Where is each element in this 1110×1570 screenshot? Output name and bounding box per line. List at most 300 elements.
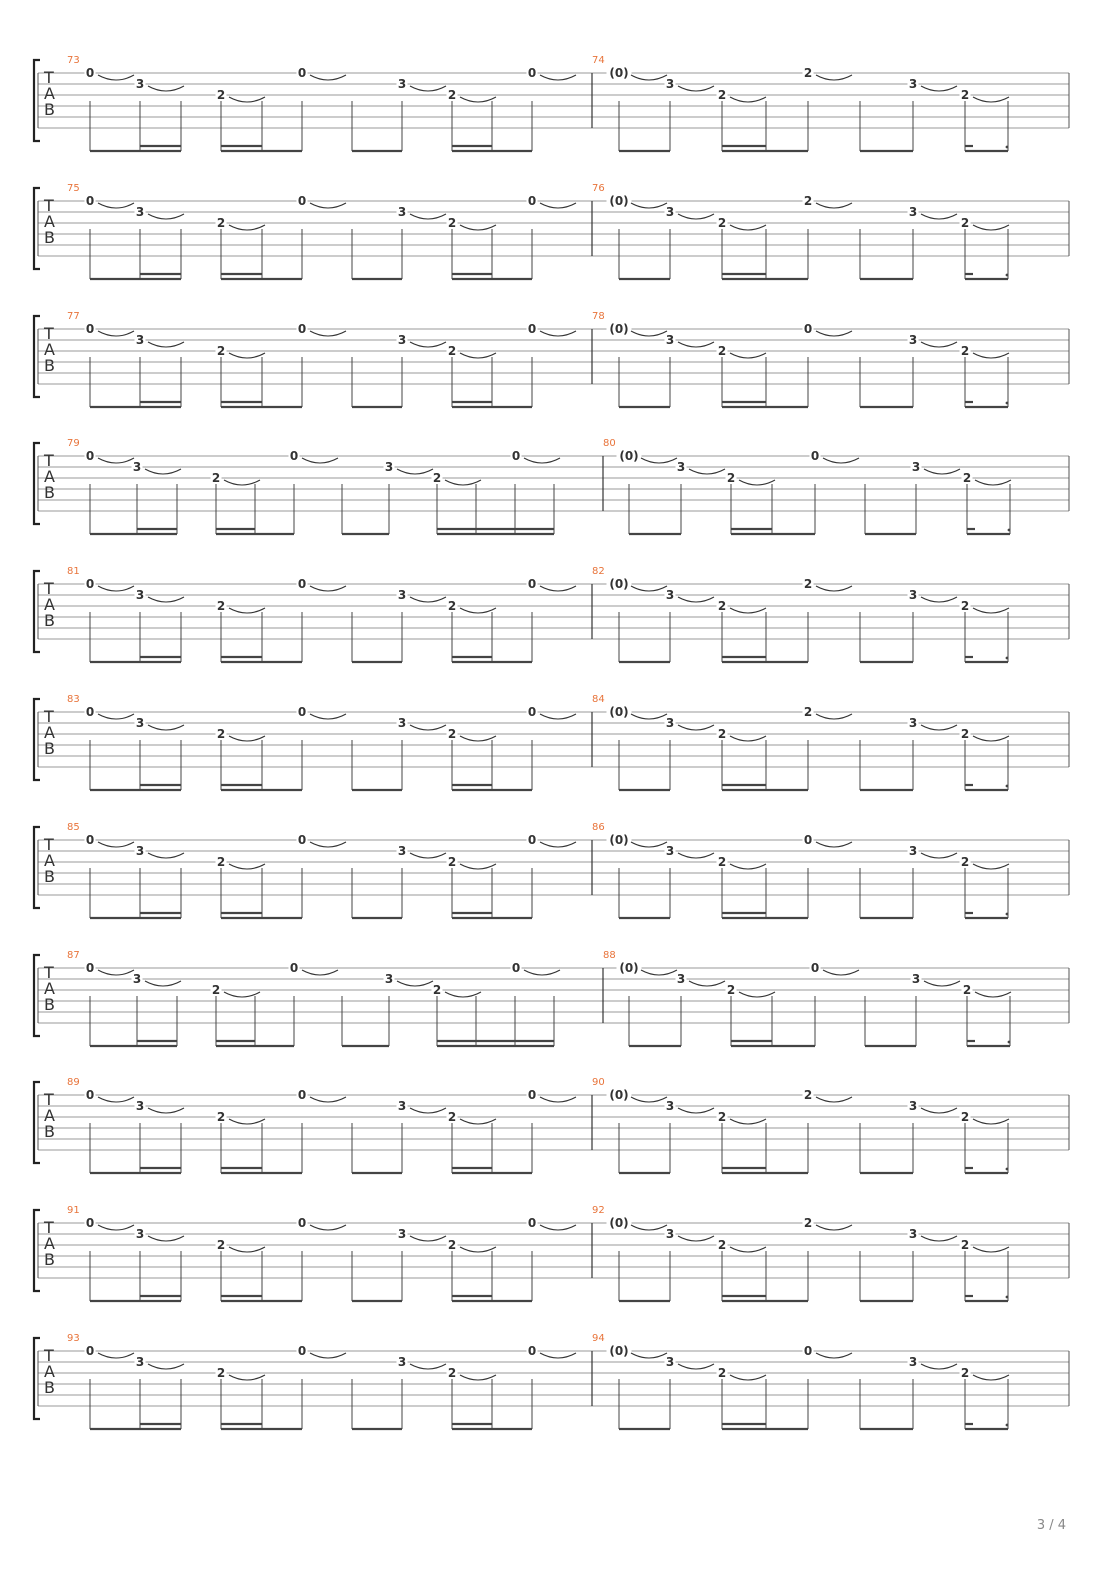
fret-number: 0 <box>85 1216 95 1230</box>
tie-arc <box>641 970 677 975</box>
tab-clef-letter: B <box>44 1122 55 1141</box>
fret-number: 3 <box>135 333 145 347</box>
fret-number: 2 <box>803 1088 813 1102</box>
fret-number: 0 <box>803 1344 813 1358</box>
fret-number: 2 <box>447 344 457 358</box>
fret-number: 0 <box>297 1216 307 1230</box>
fret-number: 0 <box>297 1344 307 1358</box>
tab-clef-letter: T <box>44 1346 54 1365</box>
tie-arc <box>678 1364 714 1369</box>
tab-system <box>34 566 1069 662</box>
tie-arc <box>98 970 134 975</box>
fret-number: 3 <box>665 1355 675 1369</box>
fret-number: 3 <box>908 1355 918 1369</box>
tab-clef-letter: T <box>44 835 54 854</box>
dot <box>1006 274 1009 277</box>
fret-number: 2 <box>432 471 442 485</box>
tie-arc <box>460 864 496 869</box>
fret-number: 0 <box>810 961 820 975</box>
tie-arc <box>148 853 184 858</box>
tie-arc <box>921 86 957 91</box>
fret-number: 3 <box>908 205 918 219</box>
system-bracket <box>34 60 40 141</box>
tie-arc <box>229 864 265 869</box>
tie-arc <box>145 469 181 474</box>
measure-number: 91 <box>67 1205 80 1216</box>
fret-number: (0) <box>609 1088 629 1102</box>
tab-clef-letter: A <box>44 212 55 231</box>
fret-number: 3 <box>397 588 407 602</box>
tie-arc <box>739 480 775 485</box>
tie-arc <box>921 1236 957 1241</box>
tab-clef-letter: T <box>44 324 54 343</box>
fret-number: 0 <box>527 1216 537 1230</box>
fret-number: 2 <box>447 1110 457 1124</box>
fret-number: 3 <box>908 588 918 602</box>
tab-clef-letter: B <box>44 1378 55 1397</box>
fret-number: 0 <box>85 194 95 208</box>
tie-arc <box>148 1236 184 1241</box>
fret-number: 2 <box>960 599 970 613</box>
fret-number: 2 <box>211 983 221 997</box>
fret-number: 3 <box>135 844 145 858</box>
measure-number: 89 <box>67 1077 80 1088</box>
fret-number: 2 <box>960 88 970 102</box>
tie-arc <box>921 597 957 602</box>
tie-arc <box>524 970 560 975</box>
tie-arc <box>823 970 859 975</box>
tie-arc <box>229 1375 265 1380</box>
fret-number: 0 <box>85 322 95 336</box>
page-number: 3 / 4 <box>1036 1518 1066 1533</box>
fret-number: 2 <box>216 344 226 358</box>
fret-number: 0 <box>297 1088 307 1102</box>
fret-number: 2 <box>960 1110 970 1124</box>
tie-arc <box>823 458 859 463</box>
measure-number: 87 <box>67 950 80 961</box>
tie-arc <box>973 736 1009 741</box>
measure-number: 83 <box>67 694 80 705</box>
tie-arc <box>98 714 134 719</box>
fret-number: 0 <box>527 1344 537 1358</box>
tie-arc <box>410 597 446 602</box>
tie-arc <box>310 714 346 719</box>
tie-arc <box>410 214 446 219</box>
fret-number: (0) <box>609 194 629 208</box>
tab-clef-letter: A <box>44 340 55 359</box>
fret-number: 2 <box>432 983 442 997</box>
fret-number: 0 <box>527 194 537 208</box>
tie-arc <box>816 75 852 80</box>
tie-arc <box>410 725 446 730</box>
tie-arc <box>460 225 496 230</box>
tab-clef-letter: A <box>44 1234 55 1253</box>
measure-number: 76 <box>592 183 605 194</box>
fret-number: 2 <box>216 1238 226 1252</box>
tie-arc <box>730 864 766 869</box>
tie-arc <box>310 203 346 208</box>
fret-number: 3 <box>676 460 686 474</box>
fret-number: 2 <box>960 344 970 358</box>
tab-clef-letter: A <box>44 1106 55 1125</box>
tie-arc <box>310 1225 346 1230</box>
tie-arc <box>148 1108 184 1113</box>
tie-arc <box>730 1247 766 1252</box>
tie-arc <box>689 469 725 474</box>
tie-arc <box>816 842 852 847</box>
fret-number: 3 <box>665 844 675 858</box>
tie-arc <box>302 458 338 463</box>
fret-number: (0) <box>619 449 639 463</box>
fret-number: 3 <box>135 716 145 730</box>
tie-arc <box>921 725 957 730</box>
tab-clef-letter: B <box>44 1250 55 1269</box>
fret-number: 0 <box>289 449 299 463</box>
tie-arc <box>229 353 265 358</box>
tie-arc <box>310 75 346 80</box>
tie-arc <box>816 586 852 591</box>
measure-number: 93 <box>67 1333 80 1344</box>
tie-arc <box>678 86 714 91</box>
tie-arc <box>730 353 766 358</box>
tie-arc <box>973 1375 1009 1380</box>
tab-system <box>34 1333 1069 1429</box>
tie-arc <box>730 1375 766 1380</box>
fret-number: 2 <box>803 577 813 591</box>
tab-system <box>34 438 1069 534</box>
fret-number: 3 <box>132 972 142 986</box>
fret-number: 2 <box>447 88 457 102</box>
tie-arc <box>678 214 714 219</box>
tie-arc <box>816 1097 852 1102</box>
fret-number: 3 <box>135 588 145 602</box>
fret-number: 2 <box>717 344 727 358</box>
tie-arc <box>641 458 677 463</box>
tie-arc <box>973 353 1009 358</box>
fret-number: 2 <box>211 471 221 485</box>
tie-arc <box>397 469 433 474</box>
fret-number: 2 <box>962 983 972 997</box>
measure-number: 79 <box>67 438 80 449</box>
fret-number: 0 <box>527 322 537 336</box>
measure-number: 77 <box>67 311 80 322</box>
tie-arc <box>148 725 184 730</box>
fret-number: (0) <box>609 577 629 591</box>
tie-arc <box>310 842 346 847</box>
tie-arc <box>540 1353 576 1358</box>
tie-arc <box>975 480 1011 485</box>
dot <box>1006 402 1009 405</box>
fret-number: 0 <box>297 322 307 336</box>
fret-number: 0 <box>297 833 307 847</box>
system-bracket <box>34 188 40 269</box>
fret-number: (0) <box>609 66 629 80</box>
tie-arc <box>410 86 446 91</box>
fret-number: 3 <box>908 333 918 347</box>
fret-number: 0 <box>85 66 95 80</box>
measure-number: 86 <box>592 822 605 833</box>
dot <box>1006 146 1009 149</box>
fret-number: 3 <box>397 1227 407 1241</box>
fret-number: 0 <box>85 705 95 719</box>
fret-number: 3 <box>135 1099 145 1113</box>
tie-arc <box>148 342 184 347</box>
tie-arc <box>460 1119 496 1124</box>
fret-number: 2 <box>726 983 736 997</box>
tab-clef-letter: A <box>44 979 55 998</box>
system-bracket <box>34 955 40 1036</box>
tie-arc <box>924 981 960 986</box>
fret-number: 2 <box>447 599 457 613</box>
tie-arc <box>678 853 714 858</box>
tab-clef-letter: T <box>44 707 54 726</box>
fret-number: 2 <box>962 471 972 485</box>
fret-number: 0 <box>527 1088 537 1102</box>
fret-number: 3 <box>384 972 394 986</box>
tie-arc <box>229 1247 265 1252</box>
tie-arc <box>730 1119 766 1124</box>
fret-number: 2 <box>216 1110 226 1124</box>
tab-system <box>34 55 1069 151</box>
tab-clef-letter: B <box>44 100 55 119</box>
tab-clef-letter: B <box>44 867 55 886</box>
fret-number: 3 <box>397 844 407 858</box>
tie-arc <box>302 970 338 975</box>
tie-arc <box>631 331 667 336</box>
tie-arc <box>410 1108 446 1113</box>
tab-clef-letter: T <box>44 196 54 215</box>
tie-arc <box>98 458 134 463</box>
tie-arc <box>145 981 181 986</box>
tie-arc <box>631 203 667 208</box>
tie-arc <box>98 586 134 591</box>
fret-number: 3 <box>908 844 918 858</box>
tie-arc <box>975 992 1011 997</box>
tie-arc <box>310 1353 346 1358</box>
fret-number: 3 <box>397 716 407 730</box>
fret-number: 3 <box>665 716 675 730</box>
dot <box>1006 1424 1009 1427</box>
fret-number: 0 <box>297 705 307 719</box>
fret-number: 2 <box>960 727 970 741</box>
fret-number: 2 <box>447 1366 457 1380</box>
fret-number: 2 <box>717 216 727 230</box>
measure-number: 90 <box>592 1077 605 1088</box>
dot <box>1006 913 1009 916</box>
tab-system <box>34 183 1069 279</box>
fret-number: (0) <box>609 833 629 847</box>
measure-number: 84 <box>592 694 605 705</box>
fret-number: 3 <box>908 1227 918 1241</box>
fret-number: 2 <box>717 88 727 102</box>
fret-number: 2 <box>717 727 727 741</box>
tie-arc <box>921 214 957 219</box>
tab-system <box>34 311 1069 407</box>
tie-arc <box>98 842 134 847</box>
tie-arc <box>98 203 134 208</box>
tie-arc <box>739 992 775 997</box>
tie-arc <box>540 331 576 336</box>
fret-number: 3 <box>397 1099 407 1113</box>
fret-number: 3 <box>911 460 921 474</box>
fret-number: 2 <box>447 727 457 741</box>
tie-arc <box>460 1247 496 1252</box>
tie-arc <box>540 714 576 719</box>
tie-arc <box>631 1097 667 1102</box>
tie-arc <box>678 725 714 730</box>
system-bracket <box>34 1210 40 1291</box>
fret-number: 0 <box>511 449 521 463</box>
fret-number: 3 <box>397 205 407 219</box>
tie-arc <box>98 331 134 336</box>
tie-arc <box>816 203 852 208</box>
tie-arc <box>678 597 714 602</box>
tie-arc <box>973 1247 1009 1252</box>
tie-arc <box>730 608 766 613</box>
system-bracket <box>34 827 40 908</box>
dot <box>1006 1168 1009 1171</box>
tie-arc <box>460 353 496 358</box>
fret-number: 3 <box>135 77 145 91</box>
fret-number: 2 <box>717 599 727 613</box>
tab-clef-letter: A <box>44 595 55 614</box>
measure-number: 73 <box>67 55 80 66</box>
tie-arc <box>148 86 184 91</box>
tie-arc <box>816 331 852 336</box>
fret-number: 0 <box>85 1344 95 1358</box>
tab-clef-letter: T <box>44 451 54 470</box>
tie-arc <box>678 1108 714 1113</box>
tab-system <box>34 822 1069 918</box>
fret-number: 3 <box>665 205 675 219</box>
fret-number: (0) <box>619 961 639 975</box>
measure-number: 74 <box>592 55 605 66</box>
tie-arc <box>540 842 576 847</box>
tab-clef-letter: B <box>44 228 55 247</box>
tie-arc <box>816 1353 852 1358</box>
fret-number: 0 <box>85 833 95 847</box>
fret-number: (0) <box>609 1216 629 1230</box>
tie-arc <box>631 586 667 591</box>
fret-number: 0 <box>527 66 537 80</box>
tab-clef-letter: T <box>44 1090 54 1109</box>
tab-system <box>34 694 1069 790</box>
fret-number: 0 <box>297 66 307 80</box>
fret-number: 3 <box>676 972 686 986</box>
fret-number: 0 <box>289 961 299 975</box>
tie-arc <box>540 1097 576 1102</box>
fret-number: 3 <box>908 716 918 730</box>
fret-number: 0 <box>511 961 521 975</box>
measure-number: 94 <box>592 1333 605 1344</box>
tab-clef-letter: B <box>44 739 55 758</box>
tie-arc <box>98 1353 134 1358</box>
tie-arc <box>730 97 766 102</box>
tab-clef-letter: A <box>44 851 55 870</box>
measure-number: 81 <box>67 566 80 577</box>
tie-arc <box>410 853 446 858</box>
tie-arc <box>148 597 184 602</box>
tie-arc <box>631 714 667 719</box>
fret-number: 3 <box>911 972 921 986</box>
system-bracket <box>34 443 40 524</box>
tie-arc <box>973 1119 1009 1124</box>
tab-clef-letter: A <box>44 1362 55 1381</box>
dot <box>1006 1296 1009 1299</box>
tie-arc <box>973 864 1009 869</box>
fret-number: 2 <box>717 1366 727 1380</box>
fret-number: 2 <box>447 1238 457 1252</box>
system-bracket <box>34 699 40 780</box>
system-bracket <box>34 1082 40 1163</box>
tie-arc <box>973 97 1009 102</box>
fret-number: 2 <box>960 1238 970 1252</box>
tie-arc <box>631 1225 667 1230</box>
tab-clef-letter: B <box>44 995 55 1014</box>
fret-number: 2 <box>447 855 457 869</box>
fret-number: 2 <box>216 727 226 741</box>
measure-number: 92 <box>592 1205 605 1216</box>
fret-number: 0 <box>803 833 813 847</box>
tab-clef-letter: T <box>44 68 54 87</box>
fret-number: 2 <box>803 705 813 719</box>
fret-number: 2 <box>216 599 226 613</box>
fret-number: 3 <box>135 205 145 219</box>
fret-number: 0 <box>527 705 537 719</box>
tie-arc <box>460 97 496 102</box>
system-bracket <box>34 571 40 652</box>
tab-clef-letter: T <box>44 1218 54 1237</box>
tab-clef-letter: B <box>44 356 55 375</box>
tie-arc <box>310 1097 346 1102</box>
fret-number: 0 <box>803 322 813 336</box>
tie-arc <box>540 1225 576 1230</box>
fret-number: 0 <box>297 194 307 208</box>
measure-number: 80 <box>603 438 616 449</box>
dot <box>1008 529 1011 532</box>
tab-system <box>34 1077 1069 1173</box>
fret-number: 3 <box>397 1355 407 1369</box>
tie-arc <box>973 608 1009 613</box>
tie-arc <box>524 458 560 463</box>
fret-number: (0) <box>609 705 629 719</box>
tie-arc <box>460 736 496 741</box>
fret-number: 0 <box>527 833 537 847</box>
fret-number: 0 <box>810 449 820 463</box>
tab-clef-letter: A <box>44 84 55 103</box>
tab-clef-letter: T <box>44 963 54 982</box>
fret-number: 3 <box>665 588 675 602</box>
fret-number: 3 <box>135 1355 145 1369</box>
fret-number: 2 <box>216 855 226 869</box>
tie-arc <box>310 586 346 591</box>
tie-arc <box>229 225 265 230</box>
fret-number: 0 <box>85 449 95 463</box>
fret-number: 3 <box>665 77 675 91</box>
tie-arc <box>410 342 446 347</box>
tie-arc <box>924 469 960 474</box>
system-bracket <box>34 316 40 397</box>
tab-clef-letter: A <box>44 467 55 486</box>
tie-arc <box>689 981 725 986</box>
tie-arc <box>921 853 957 858</box>
tab-system <box>34 1205 1069 1301</box>
fret-number: 3 <box>665 333 675 347</box>
tie-arc <box>148 214 184 219</box>
tie-arc <box>148 1364 184 1369</box>
tie-arc <box>229 1119 265 1124</box>
fret-number: (0) <box>609 322 629 336</box>
